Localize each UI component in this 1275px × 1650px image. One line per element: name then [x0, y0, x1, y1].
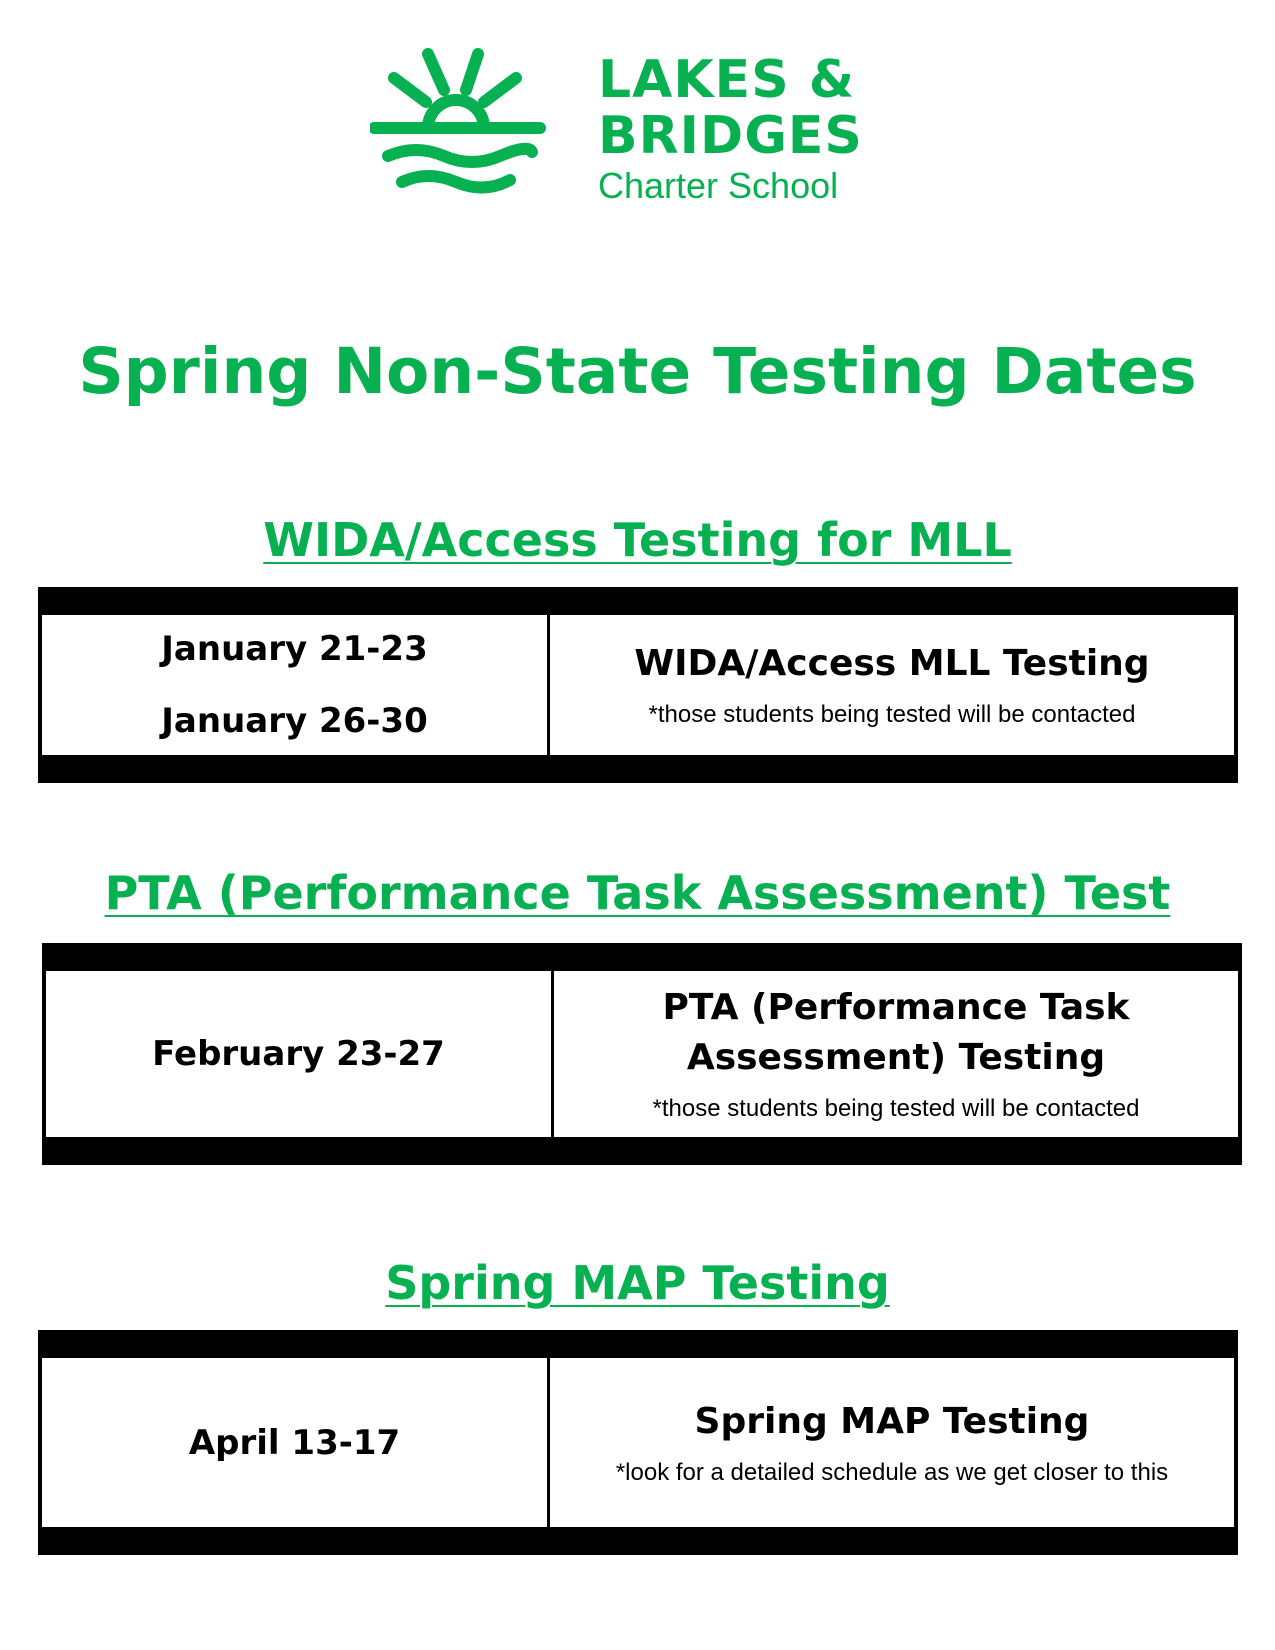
event-title: WIDA/Access MLL Testing — [634, 643, 1150, 684]
date-range: January 26-30 — [161, 701, 428, 741]
event-title-line-2: Assessment) Testing — [686, 1037, 1106, 1078]
event-note: *those students being tested will be contacted — [648, 701, 1136, 728]
event-cell — [554, 971, 1238, 1137]
schedule-table-wida — [38, 587, 1238, 783]
schedule-table-map — [38, 1330, 1238, 1555]
logo-line-2: BRIDGES — [598, 106, 863, 166]
date-range: February 23-27 — [152, 1034, 445, 1074]
logo-line-3: Charter School — [598, 165, 839, 206]
date-cell — [42, 615, 547, 755]
date-cell — [42, 1358, 547, 1527]
event-title-line-1: PTA (Performance Task — [662, 987, 1130, 1028]
section-heading-map: Spring MAP Testing — [385, 1256, 890, 1310]
section-heading-wida: WIDA/Access Testing for MLL — [263, 513, 1012, 567]
event-note: *look for a detailed schedule as we get closer to this — [615, 1458, 1169, 1486]
school-logo — [370, 44, 900, 204]
date-range: January 21-23 — [161, 629, 428, 669]
logo-line-1: LAKES & — [598, 50, 856, 110]
sun-over-water-icon — [370, 44, 560, 204]
event-note: *those students being tested will be contacted — [652, 1095, 1140, 1122]
date-range: April 13-17 — [188, 1422, 401, 1463]
event-title: Spring MAP Testing — [694, 1400, 1090, 1442]
section-heading-pta: PTA (Performance Task Assessment) Test — [104, 866, 1171, 920]
schedule-table-pta — [42, 943, 1242, 1165]
event-cell — [550, 615, 1234, 755]
page-title: Spring Non-State Testing Dates — [78, 335, 1197, 408]
event-cell — [550, 1358, 1234, 1527]
date-cell — [46, 971, 551, 1137]
